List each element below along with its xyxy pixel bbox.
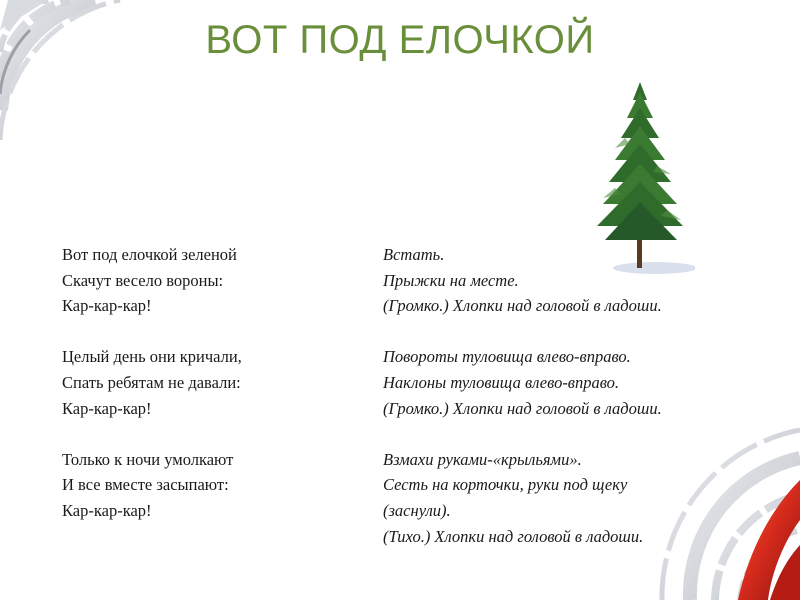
poem-line: Скачут весело вороны: <box>62 270 224 290</box>
poem-line: Кар-кар-кар! <box>62 398 152 418</box>
actions-line: Сесть на корточки, руки под щеку <box>383 475 628 495</box>
poem-line: Спать ребятам не давали: <box>62 372 241 392</box>
actions-line <box>383 421 783 447</box>
poem-line: Кар-кар-кар! <box>62 500 152 520</box>
actions-line: Встать. <box>383 245 445 264</box>
actions-line: (заснули). <box>383 500 451 520</box>
actions-line: (Тихо.) Хлопки над головой в ладоши. <box>383 526 644 546</box>
poem-line: Целый день они кричали, <box>62 347 242 367</box>
poem-line: Вот под елочкой зеленой <box>62 245 237 264</box>
actions-line: Наклоны туловища влево-вправо. <box>383 372 620 392</box>
poem-line: И все вместе засыпают: <box>62 475 229 495</box>
actions-line: Повороты туловища влево-вправо. <box>383 347 631 367</box>
actions-line: (Громко.) Хлопки над головой в ладоши. <box>383 296 662 316</box>
poem-line: Кар-кар-кар! <box>62 296 152 316</box>
poem-text <box>62 242 352 524</box>
poem-line <box>62 319 352 345</box>
actions-line: (Громко.) Хлопки над головой в ладоши. <box>383 398 662 418</box>
actions-line: Прыжки на месте. <box>383 270 519 290</box>
poem-line <box>62 421 352 447</box>
actions-line: Взмахи руками-«крыльями». <box>383 449 582 469</box>
slide-title: ВОТ ПОД ЕЛОЧКОЙ <box>205 18 595 62</box>
actions-text <box>383 242 783 549</box>
actions-line <box>383 319 783 345</box>
poem-line: Только к ночи умолкают <box>62 449 234 469</box>
